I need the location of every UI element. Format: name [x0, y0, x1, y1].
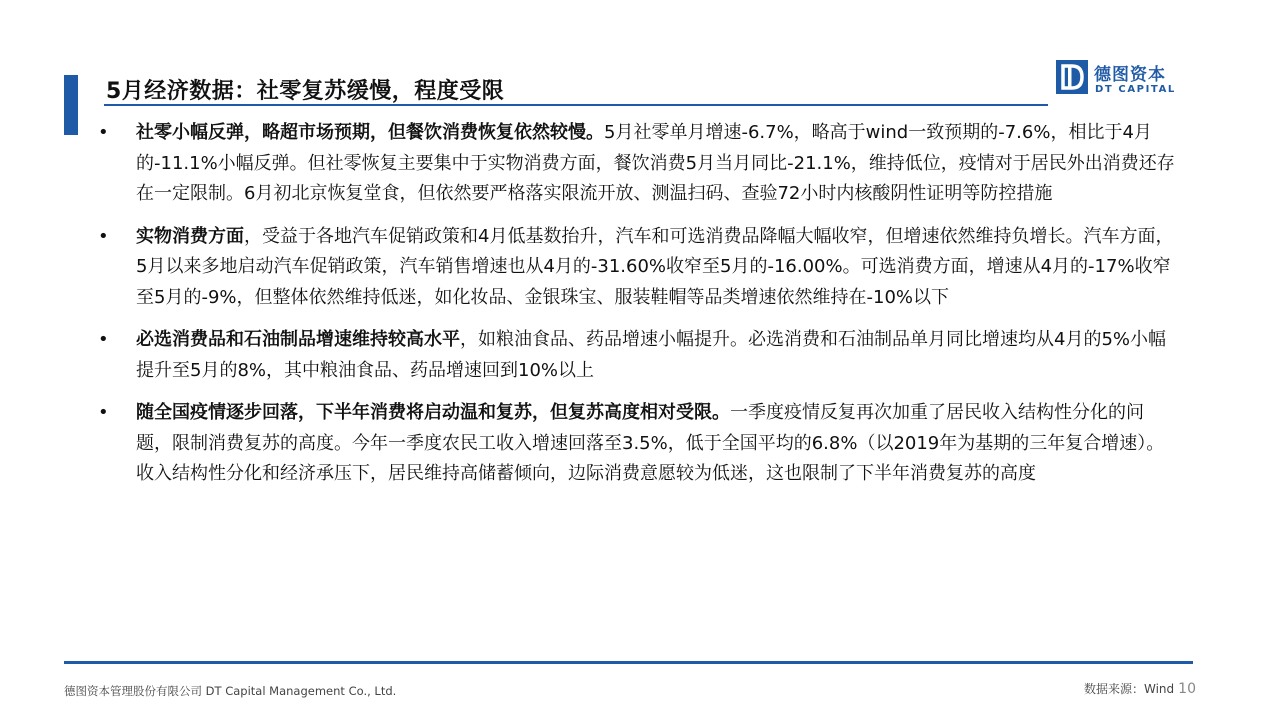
- bullet-dot: •: [98, 122, 109, 143]
- dt-logo-icon: [1056, 60, 1088, 94]
- bullet-dot: •: [98, 225, 109, 247]
- bullet-text: ，受益于各地汽车促销政策和4月低基数抬升，汽车和可选消费品降幅大幅收窄，但增速依然维持负增长。汽车方面，5月以来多地启动汽车促销政策，汽车销售增速也从4月的-31.60%收窄至5月的-16.00%。可选消费方面，增速从4月的-17%收窄至5月的-9%，但整体依然维持低迷，如化妆品、金银珠宝、服装鞋帽等品类增速依然维持在-10%以下: [136, 225, 1174, 308]
- bullet-list: [98, 118, 1178, 502]
- footer-divider: [64, 661, 1193, 664]
- bullet-dot: •: [98, 329, 109, 350]
- bullet-item: [98, 118, 1178, 210]
- page-title: 5月经济数据：社零复苏缓慢，程度受限: [106, 79, 505, 104]
- bullet-item: [98, 325, 1178, 386]
- bullet-item: [98, 398, 1178, 490]
- page-number: 10: [1178, 681, 1196, 697]
- bullet-lead: 随全国疫情逐步回落，下半年消费将启动温和复苏，但复苏高度相对受限。: [136, 402, 730, 423]
- logo-chinese-name: 德图资本: [1094, 65, 1166, 85]
- bullet-item: [98, 222, 1178, 314]
- title-underline: [104, 104, 1048, 106]
- data-source: 数据来源：Wind: [1084, 682, 1175, 696]
- title-accent-bar: [64, 75, 78, 135]
- bullet-lead: 实物消费方面: [136, 225, 244, 247]
- company-logo: [1056, 60, 1196, 100]
- bullet-text: 一季度疫情反复再次加重了居民收入结构性分化的问题，限制消费复苏的高度。今年一季度农民工收入增速回落至3.5%，低于全国平均的6.8%（以2019年为基期的三年复合增速）。收入结构性分化和经济承压下，居民维持高储蓄倾向，边际消费意愿较为低迷，这也限制了下半年消费复苏的高度: [136, 402, 1165, 484]
- bullet-text: ，如粮油食品、药品增速小幅提升。必选消费和石油制品单月同比增速均从4月的5%小幅提升至5月的8%，其中粮油食品、药品增速回到10%以上: [136, 329, 1167, 381]
- footer-company: 德图资本管理股份有限公司 DT Capital Management Co., Ltd.: [64, 684, 397, 698]
- bullet-lead: 必选消费品和石油制品增速维持较高水平: [136, 329, 460, 350]
- bullet-dot: •: [98, 402, 109, 423]
- bullet-text: 5月社零单月增速-6.7%，略高于wind一致预期的-7.6%，相比于4月的-11.1%小幅反弹。但社零恢复主要集中于实物消费方面，餐饮消费5月当月同比-21.1%，维持低位，疫情对于居民外出消费还存在一定限制。6月初北京恢复堂食，但依然要严格落实限流开放、测温扫码、查验72小时内核酸阴性证明等防控措施: [136, 122, 1175, 204]
- footer-source: [1084, 680, 1196, 697]
- logo-english-name: DT CAPITAL: [1095, 84, 1176, 95]
- bullet-lead: 社零小幅反弹，略超市场预期，但餐饮消费恢复依然较慢。: [136, 122, 604, 143]
